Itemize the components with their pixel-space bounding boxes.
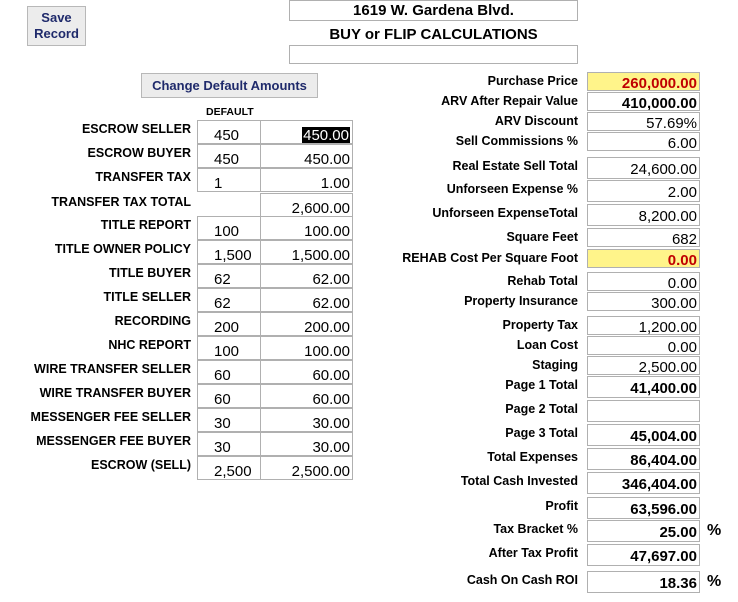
- closing-cost-label: WIRE TRANSFER SELLER: [34, 362, 191, 376]
- summary-label: After Tax Profit: [488, 546, 578, 560]
- closing-cost-default-field[interactable]: 450: [197, 120, 261, 144]
- summary-value-field[interactable]: [587, 400, 700, 422]
- closing-cost-label: ESCROW BUYER: [87, 146, 191, 160]
- summary-value-field[interactable]: 2.00: [587, 180, 700, 202]
- closing-cost-default-field[interactable]: 1,500: [197, 240, 261, 264]
- closing-cost-value-field[interactable]: 100.00: [260, 216, 353, 240]
- summary-label: Loan Cost: [516, 338, 578, 352]
- summary-label: REHAB Cost Per Square Foot: [402, 251, 578, 265]
- summary-value-field[interactable]: 57.69%: [587, 112, 700, 131]
- change-default-amounts-button[interactable]: Change Default Amounts: [141, 73, 318, 98]
- selected-value-text: 450.00: [303, 127, 349, 144]
- closing-cost-value-field[interactable]: 1,500.00: [260, 240, 353, 264]
- summary-value-field[interactable]: 0.00: [587, 336, 700, 355]
- closing-cost-default-field[interactable]: 60: [197, 360, 261, 384]
- summary-value-field[interactable]: 86,404.00: [587, 448, 700, 470]
- summary-label: Total Cash Invested: [460, 474, 578, 488]
- closing-cost-label: NHC REPORT: [108, 338, 191, 352]
- summary-value-field[interactable]: 300.00: [587, 292, 700, 311]
- summary-label: Property Insurance: [464, 294, 578, 308]
- summary-label: Page 1 Total: [505, 378, 578, 392]
- summary-value-field[interactable]: 63,596.00: [587, 497, 700, 519]
- summary-label: Unforseen Expense %: [446, 182, 578, 196]
- closing-cost-label: WIRE TRANSFER BUYER: [39, 386, 191, 400]
- closing-cost-value-field[interactable]: 1.00: [260, 168, 353, 192]
- closing-cost-default-field[interactable]: 30: [197, 432, 261, 456]
- summary-label: ARV Discount: [494, 114, 578, 128]
- closing-cost-value-field[interactable]: 450.00: [260, 144, 353, 168]
- summary-label: Staging: [532, 358, 578, 372]
- summary-value-field[interactable]: 1,200.00: [587, 316, 700, 335]
- summary-label: Total Expenses: [487, 450, 578, 464]
- closing-cost-default-field[interactable]: 1: [197, 168, 261, 192]
- closing-cost-label: TITLE REPORT: [100, 218, 191, 232]
- closing-cost-value-field[interactable]: 2,500.00: [260, 456, 353, 480]
- closing-cost-label: TRANSFER TAX TOTAL: [51, 195, 191, 209]
- closing-cost-label: MESSENGER FEE BUYER: [36, 434, 191, 448]
- summary-label: Purchase Price: [487, 74, 578, 88]
- closing-cost-default-field[interactable]: 450: [197, 144, 261, 168]
- summary-value-field[interactable]: 682: [587, 228, 700, 247]
- summary-value-field[interactable]: 410,000.00: [587, 92, 700, 111]
- summary-label: ARV After Repair Value: [441, 94, 578, 108]
- closing-cost-label: TITLE OWNER POLICY: [54, 242, 191, 256]
- closing-cost-default-field[interactable]: 100: [197, 216, 261, 240]
- summary-label: Sell Commissions %: [455, 134, 578, 148]
- closing-cost-default-field[interactable]: 2,500: [197, 456, 261, 480]
- closing-cost-value-field[interactable]: 30.00: [260, 432, 353, 456]
- save-record-button[interactable]: Save Record: [27, 6, 86, 46]
- closing-cost-default-field[interactable]: 62: [197, 264, 261, 288]
- summary-label: Property Tax: [502, 318, 578, 332]
- closing-cost-default-field[interactable]: 100: [197, 336, 261, 360]
- percent-sign: %: [707, 522, 722, 539]
- subtitle-field[interactable]: [289, 45, 578, 64]
- summary-value-field[interactable]: 45,004.00: [587, 424, 700, 446]
- closing-cost-label: MESSENGER FEE SELLER: [30, 410, 191, 424]
- summary-value-field[interactable]: 0.00: [587, 249, 700, 268]
- summary-label: Page 3 Total: [505, 426, 578, 440]
- summary-value-field[interactable]: 6.00: [587, 132, 700, 151]
- closing-cost-default-field[interactable]: 200: [197, 312, 261, 336]
- summary-value-field[interactable]: 260,000.00: [587, 72, 700, 91]
- summary-label: Cash On Cash ROI: [466, 573, 578, 587]
- summary-label: Unforseen ExpenseTotal: [432, 206, 578, 220]
- closing-cost-value-field[interactable]: 30.00: [260, 408, 353, 432]
- summary-label: Tax Bracket %: [493, 522, 578, 536]
- address-field[interactable]: 1619 W. Gardena Blvd.: [289, 0, 578, 21]
- percent-sign: %: [707, 573, 722, 590]
- page-title: BUY or FLIP CALCULATIONS: [329, 26, 538, 43]
- closing-cost-value-field[interactable]: 62.00: [260, 288, 353, 312]
- summary-value-field[interactable]: 2,500.00: [587, 356, 700, 375]
- summary-value-field[interactable]: 8,200.00: [587, 204, 700, 226]
- closing-cost-value-field[interactable]: 2,600.00: [260, 193, 353, 217]
- summary-label: Real Estate Sell Total: [452, 159, 578, 173]
- closing-cost-label: TITLE BUYER: [109, 266, 191, 280]
- summary-label: Square Feet: [506, 230, 578, 244]
- closing-cost-value-field[interactable]: 60.00: [260, 360, 353, 384]
- summary-value-field[interactable]: 0.00: [587, 272, 700, 291]
- closing-cost-label: RECORDING: [114, 314, 191, 328]
- summary-label: Profit: [545, 499, 578, 513]
- closing-cost-value-field[interactable]: 200.00: [260, 312, 353, 336]
- summary-value-field[interactable]: 18.36: [587, 571, 700, 593]
- closing-cost-label: ESCROW SELLER: [81, 122, 191, 136]
- summary-value-field[interactable]: 24,600.00: [587, 157, 700, 179]
- closing-cost-label: TITLE SELLER: [103, 290, 191, 304]
- summary-label: Rehab Total: [507, 274, 578, 288]
- summary-value-field[interactable]: 41,400.00: [587, 376, 700, 398]
- closing-cost-label: TRANSFER TAX: [95, 170, 191, 184]
- summary-value-field[interactable]: 25.00: [587, 520, 700, 542]
- closing-cost-default-field[interactable]: 30: [197, 408, 261, 432]
- closing-cost-label: ESCROW (SELL): [91, 458, 191, 472]
- summary-value-field[interactable]: 47,697.00: [587, 544, 700, 566]
- closing-cost-default-field[interactable]: 60: [197, 384, 261, 408]
- closing-cost-value-field[interactable]: 60.00: [260, 384, 353, 408]
- closing-cost-default-field[interactable]: 62: [197, 288, 261, 312]
- summary-value-field[interactable]: 346,404.00: [587, 472, 700, 494]
- summary-label: Page 2 Total: [505, 402, 578, 416]
- closing-cost-value-field[interactable]: 62.00: [260, 264, 353, 288]
- closing-cost-value-field[interactable]: [260, 120, 353, 144]
- closing-cost-value-field[interactable]: 100.00: [260, 336, 353, 360]
- default-column-header: DEFAULT: [206, 106, 254, 118]
